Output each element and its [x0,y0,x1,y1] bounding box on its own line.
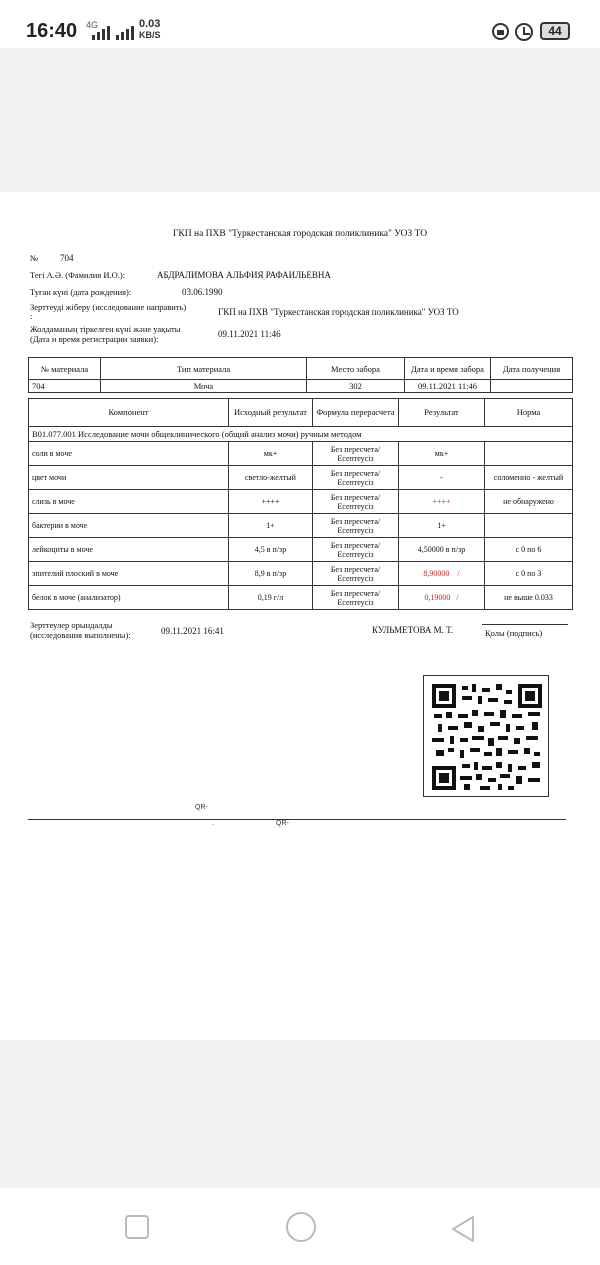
signal-icon [92,24,110,40]
reg-label-2: (Дата и время регистрации заявки): [30,334,159,344]
document-title: ГКП на ПХВ "Туркестанская городская поликлиника" УОЗ ТО [172,229,428,239]
back-icon[interactable] [449,1214,477,1244]
norm [485,442,573,466]
header-cell: Исходный результат [229,399,313,427]
document-page[interactable] [0,192,600,1040]
result [399,442,485,466]
material-type: Моча [101,380,307,393]
table-row [29,562,573,586]
result-value: 0,19000 [424,593,451,602]
number-label: № [30,253,39,263]
formula: Без пересчета/ Есептеусіз [313,538,399,562]
formula: Без пересчета/ Есептеусіз [313,586,399,610]
signature-label: Қолы (подпись) [485,628,543,638]
viewer-background-top [0,48,600,192]
patient-name: АБДРАЛИМОВА АЛЬФИЯ РАФАИЛЬЕВНА [157,270,331,280]
network-type: 4G [86,20,99,30]
reg-value: 09.11.2021 11:46 [218,329,281,339]
result [399,586,485,610]
header-cell: Норма [485,399,573,427]
header-cell: Дата и время забора [405,358,491,380]
table-row [29,490,573,514]
result-value: ++++ [432,497,451,506]
norm: с 0 по 3 [485,562,573,586]
name-label: Тегі А.Ә. (Фамилия И.О.): [30,270,126,280]
norm: не обнаружено [485,490,573,514]
qr-code-icon [432,684,542,790]
result-value: - [440,473,443,482]
sent-label: Зерттеуді жіберу (исследование направить) [30,302,187,312]
section-row [29,427,573,442]
formula: Без пересчета/ Есептеусіз [313,442,399,466]
component: бактерии в моче [29,514,229,538]
table-row [29,538,573,562]
result-value: мк+ [434,449,449,458]
collection-date: 09.11.2021 11:46 [405,380,491,393]
source-result: ++++ [229,490,313,514]
formula: Без пересчета/ Есептеусіз [313,514,399,538]
header-cell: Дата получения [491,358,573,380]
reg-label-1: Жолдаманың тіркелген күні және уақыты [30,324,181,334]
done-label-2: (исследования выполнены): [30,630,131,640]
qr-dot: . [212,820,214,827]
received-date [491,380,573,393]
home-icon[interactable] [286,1212,316,1242]
alarm-icon [515,23,533,41]
source-result: 0,19 г/л [229,586,313,610]
number-value: 704 [60,253,74,263]
norm [485,514,573,538]
done-value: 09.11.2021 16:41 [161,626,224,636]
results-table [28,398,573,610]
header-cell: Компонент [29,399,229,427]
norm: не выше 0.033 [485,586,573,610]
result-flag: / [456,593,459,602]
result-value: 4,50000 в п/зр [417,545,466,554]
component: лейкоциты в моче [29,538,229,562]
component: эпителий плоский в моче [29,562,229,586]
battery-icon: 44 [540,22,570,40]
birth-label: Туған күні (дата рождения): [30,287,132,297]
table-row [29,466,573,490]
qr-label-2: QR- [276,820,289,827]
formula: Без пересчета/ Есептеусіз [313,562,399,586]
material-number: 704 [29,380,101,393]
source-result: 1+ [229,514,313,538]
header-cell: № материала [29,358,101,380]
birth-date: 03.06.1990 [182,287,223,297]
result [399,562,485,586]
table-row [29,514,573,538]
formula: Без пересчета/ Есептеусіз [313,490,399,514]
table-header-row [29,358,573,380]
signal-icon-2 [116,24,134,40]
result-value: 1+ [437,521,446,530]
result-value: 8,90000 [423,569,450,578]
lock-icon [492,23,509,40]
result [399,514,485,538]
material-table [28,357,573,393]
table-row [29,380,573,393]
source-result: 8,9 в п/зр [229,562,313,586]
norm: с 0 по 6 [485,538,573,562]
navigation-bar [0,1188,600,1265]
speed-value: 0.03 [139,18,161,30]
component: соли в моче [29,442,229,466]
component: цвет мочи [29,466,229,490]
source-result: светло-желтый [229,466,313,490]
signature-line [482,624,568,625]
table-row [29,586,573,610]
collection-place: 302 [307,380,405,393]
sent-colon: : [30,311,33,321]
section-title: В01.077.001 Исследование мочи общеклинического (общий анализ мочи) ручным методом [29,427,573,442]
clock: 16:40 [26,20,78,42]
norm: соломенно - желтый [485,466,573,490]
header-cell: Тип материала [101,358,307,380]
table-row [29,442,573,466]
formula: Без пересчета/ Есептеусіз [313,466,399,490]
source-result: мк+ [229,442,313,466]
recent-apps-icon[interactable] [125,1215,149,1239]
result [399,538,485,562]
component: белок в моче (анализатор) [29,586,229,610]
header-cell: Место забора [307,358,405,380]
speed-unit: KB/S [139,30,161,40]
source-result: 4,5 в п/зр [229,538,313,562]
component: слизь в моче [29,490,229,514]
qr-code [423,675,549,797]
network-speed [139,19,161,41]
result-flag: / [457,569,460,578]
header-cell: Формула перерасчета [313,399,399,427]
qr-label: QR- [195,804,208,811]
viewer-background-bottom [0,1040,600,1188]
result [399,490,485,514]
divider [28,819,566,820]
table-header-row [29,399,573,427]
status-bar [0,0,600,48]
sent-value: ГКП на ПХВ "Туркестанская городская поликлиника" УОЗ ТО [218,307,459,317]
header-cell: Результат [399,399,485,427]
done-label-1: Зерттеулер орындалды [30,620,113,630]
doctor-name: КУЛЬМЕТОВА М. Т. [372,625,454,635]
result [399,466,485,490]
